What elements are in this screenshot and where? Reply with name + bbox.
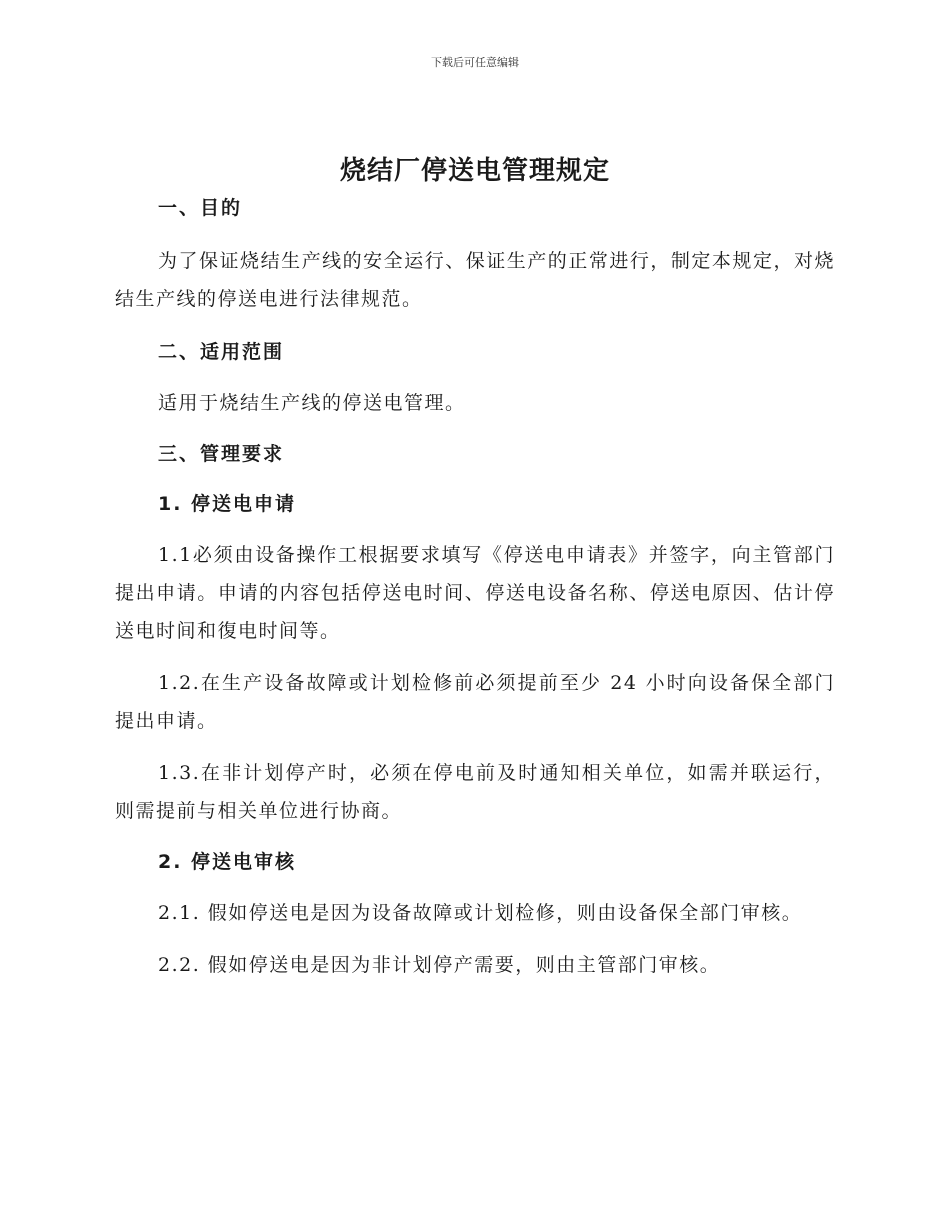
paragraph-scope: 适用于烧结生产线的停送电管理。	[158, 392, 466, 414]
paragraph-1-2: 1.2.在生产设备故障或计划检修前必须提前至少 24 小时向设备保全部门提出申请。	[115, 672, 835, 732]
paragraph-2-2: 2.2. 假如停送电是因为非计划停产需要，则由主管部门审核。	[158, 954, 721, 976]
paragraph-1-3: 1.3.在非计划停产时，必须在停电前及时通知相关单位，如需并联运行，则需提前与相关单位进行协商。	[115, 762, 835, 822]
paragraph-2-1: 2.1. 假如停送电是因为设备故障或计划检修，则由设备保全部门审核。	[158, 902, 803, 924]
document-body	[115, 190, 835, 984]
paragraph-purpose: 为了保证烧结生产线的安全运行、保证生产的正常进行，制定本规定，对烧结生产线的停送电进行法律规范。	[115, 250, 835, 310]
paragraph-1-1: 1.1必须由设备操作工根据要求填写《停送电申请表》并签字，向主管部门提出申请。申请的内容包括停送电时间、停送电设备名称、停送电原因、估计停送电时间和復电时间等。	[115, 544, 835, 642]
subsection-heading-review: 2. 停送电审核	[158, 851, 297, 873]
section-heading-requirements: 三、管理要求	[158, 443, 285, 465]
header-note: 下载后可任意编辑	[431, 56, 519, 69]
section-heading-scope: 二、适用范围	[158, 341, 285, 363]
document-title: 烧结厂停送电管理规定	[339, 156, 610, 186]
subsection-heading-application: 1. 停送电申请	[158, 493, 297, 515]
section-heading-purpose: 一、目的	[158, 197, 243, 219]
